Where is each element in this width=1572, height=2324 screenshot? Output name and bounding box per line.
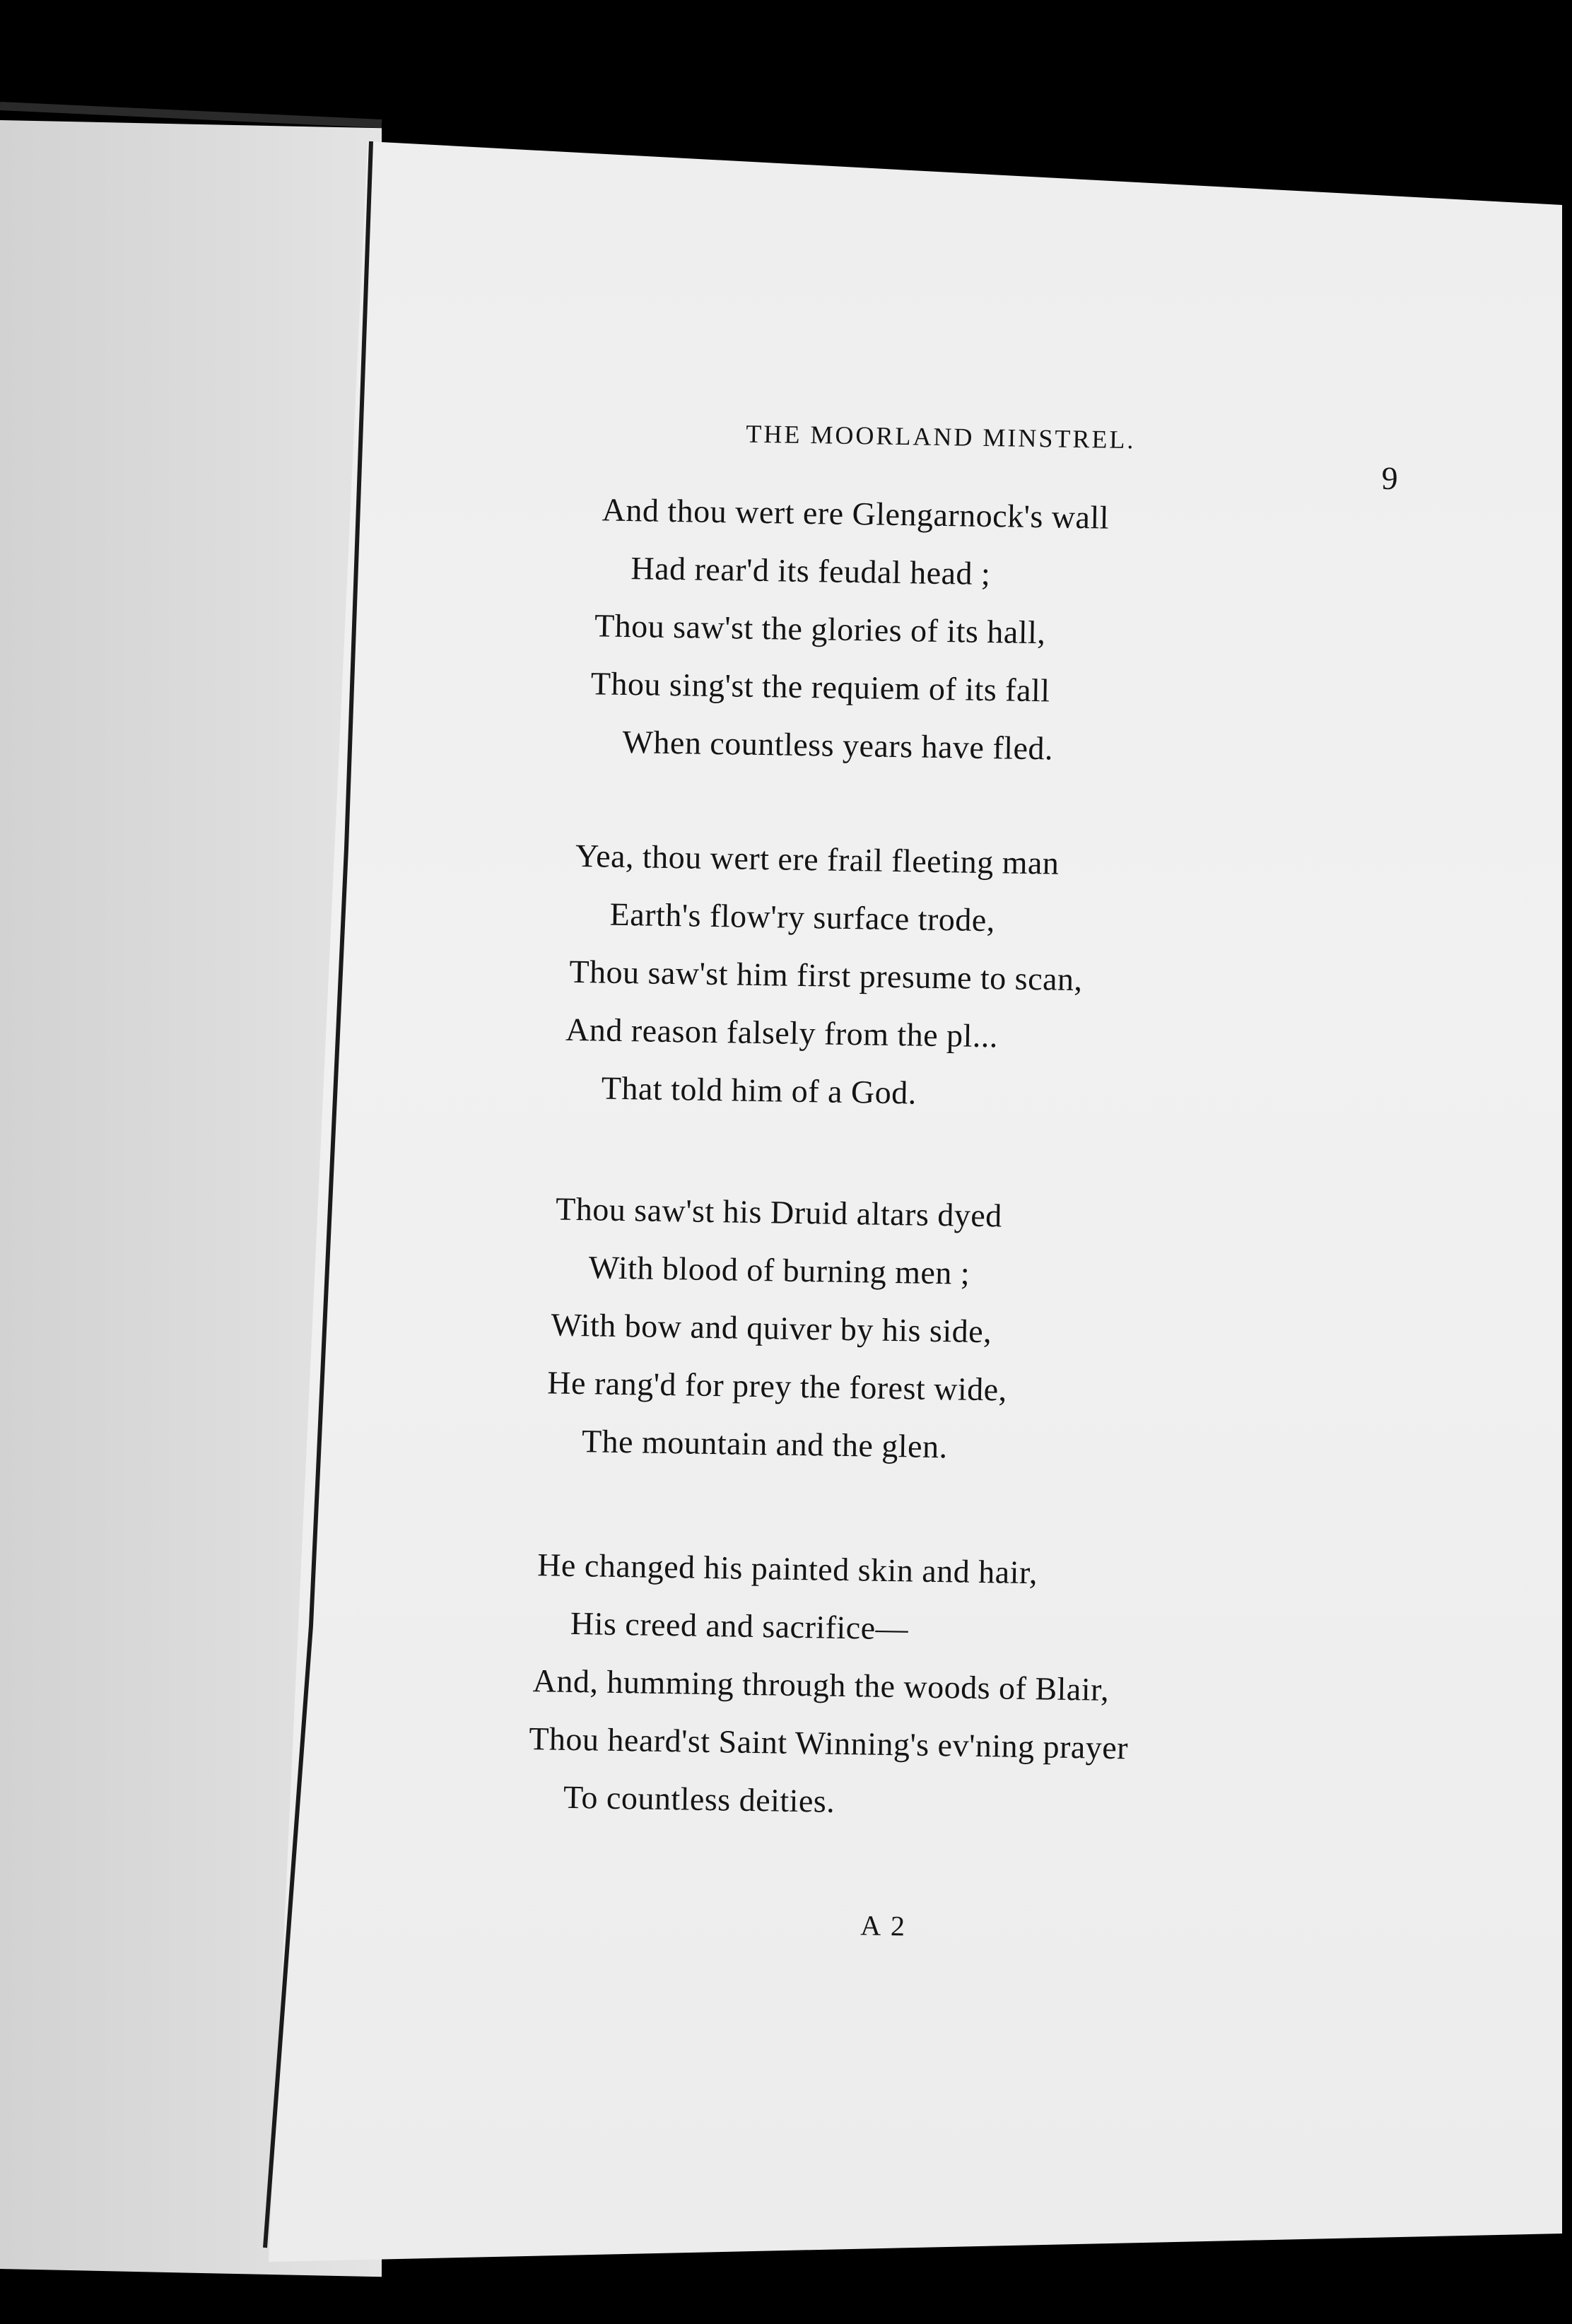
stanza-1-line-3: Thou saw'st the glories of its hall, bbox=[594, 607, 1046, 651]
page-number: 9 bbox=[1381, 459, 1399, 497]
stanza-4-line-3: And, humming through the woods of Blair, bbox=[532, 1662, 1110, 1708]
stanza-3-line-3: With bow and quiver by his side, bbox=[551, 1306, 992, 1350]
stanza-1-line-4: Thou sing'st the requiem of its fall bbox=[590, 665, 1050, 709]
stanza-4-line-5: To countless deities. bbox=[563, 1778, 835, 1819]
stanza-2-line-3: Thou saw'st him first presume to scan, bbox=[569, 953, 1083, 998]
stanza-1-line-2: Had rear'd its feudal head ; bbox=[630, 550, 991, 592]
stanza-2-line-2: Earth's flow'ry surface trode, bbox=[609, 896, 996, 939]
stanza-4-line-1: He changed his painted skin and hair, bbox=[536, 1547, 1038, 1591]
stanza-3-line-5: The mountain and the glen. bbox=[581, 1423, 948, 1465]
stanza-2-line-5: That told him of a God. bbox=[601, 1069, 917, 1111]
stanza-4-line-4: Thou heard'st Saint Winning's ev'ning prayer bbox=[529, 1720, 1129, 1766]
stanza-3-line-2: With blood of burning men ; bbox=[588, 1249, 970, 1291]
stanza-2-line-4: And reason falsely from the pl... bbox=[565, 1011, 999, 1055]
stanza-3-line-1: Thou saw'st his Druid altars dyed bbox=[555, 1190, 1003, 1234]
signature-mark: A 2 bbox=[860, 1909, 908, 1942]
running-head: THE MOORLAND MINSTREL. bbox=[746, 419, 1136, 454]
stanza-2-line-1: Yea, thou wert ere frail fleeting man bbox=[575, 837, 1060, 881]
stanza-1-line-1: And thou wert ere Glengarnock's wall bbox=[602, 491, 1110, 536]
stanza-1-line-5: When countless years have fled. bbox=[622, 723, 1054, 767]
stanza-4-line-2: His creed and sacrifice— bbox=[570, 1604, 909, 1647]
stanza-3-line-4: He rang'd for prey the forest wide, bbox=[546, 1364, 1008, 1408]
